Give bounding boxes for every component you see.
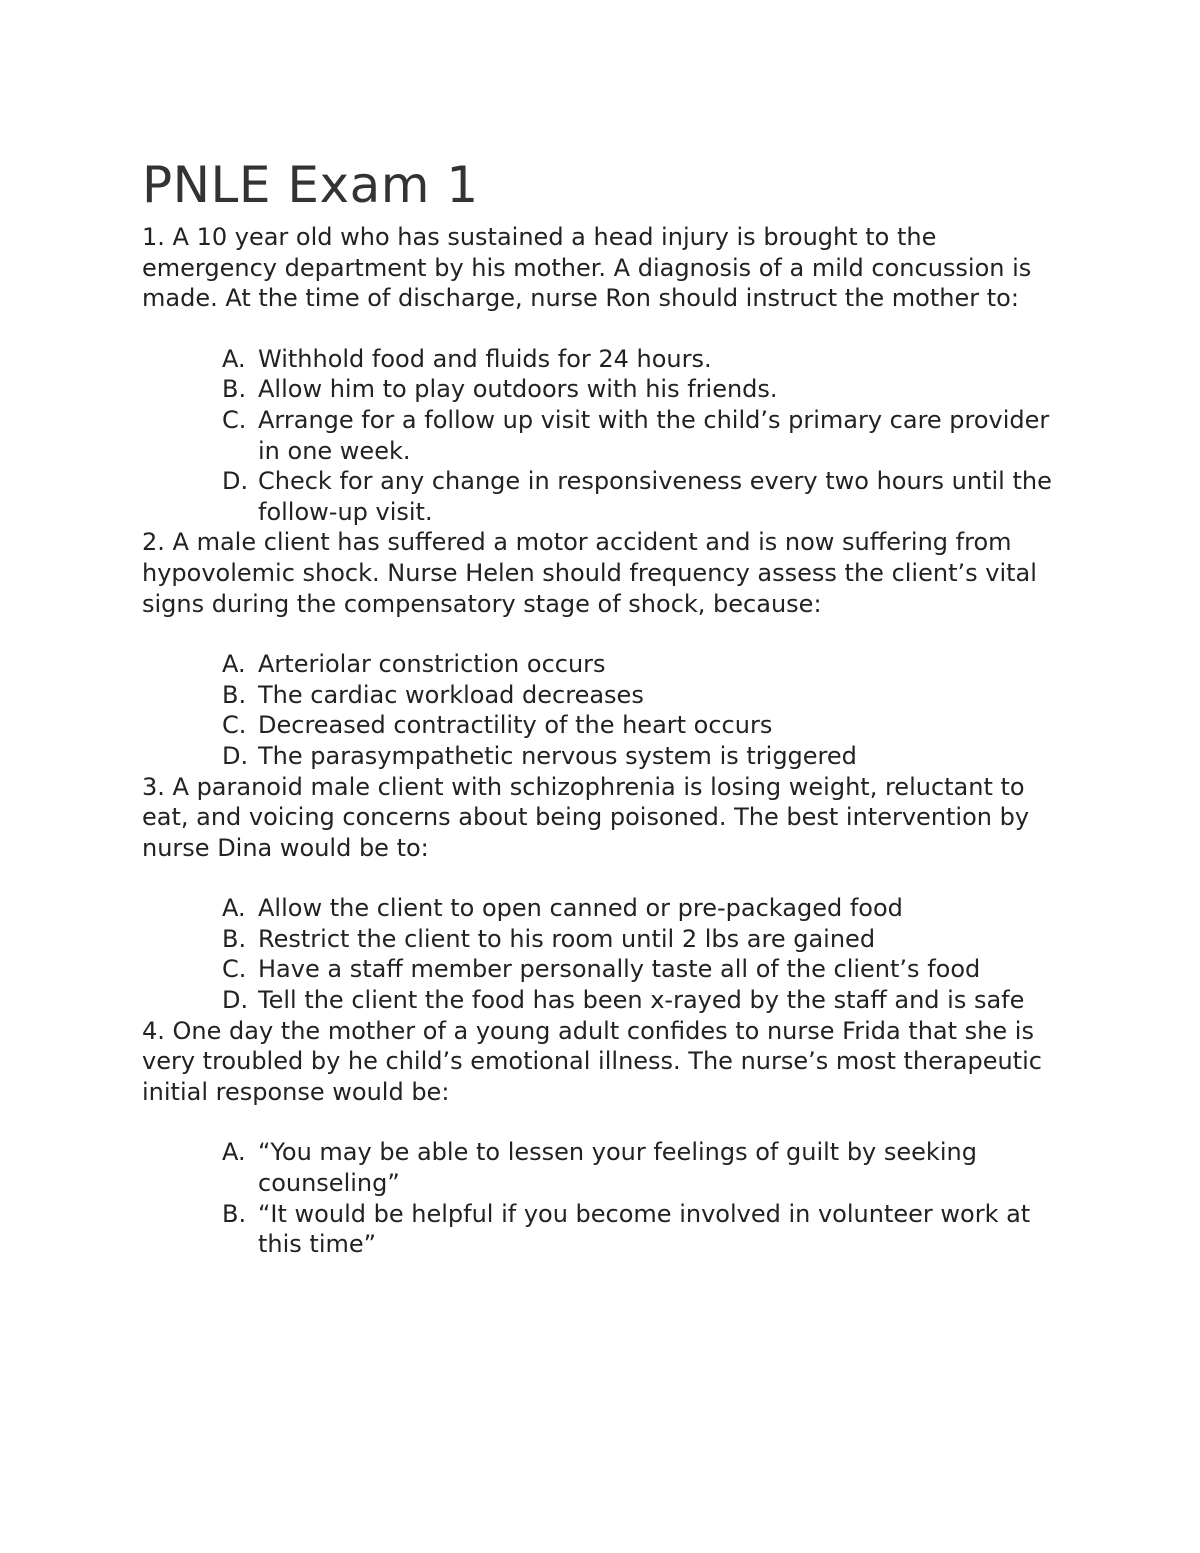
option-letter: A. [222, 650, 246, 679]
answer-option-c [142, 405, 1077, 466]
answer-option-d [142, 466, 1077, 527]
answer-option-c [142, 954, 1077, 985]
answer-options [142, 649, 1077, 771]
option-letter: A. [222, 894, 246, 923]
option-letter: D. [222, 986, 249, 1015]
answer-options [142, 1137, 1077, 1259]
option-letter: B. [222, 1199, 247, 1228]
option-text: Tell the client the food has been x-rayed by the staff and is safe [258, 986, 1025, 1015]
question-stem: 3. A paranoid male client with schizophrenia is losing weight, reluctant to eat, and voicing concerns about being poisoned. The best intervention by nurse Dina would be to: [142, 772, 1030, 862]
option-letter: D. [222, 467, 249, 496]
answer-option-d [142, 741, 1077, 772]
option-text: Arrange for a follow up visit with the child’s primary care provider in one week. [258, 405, 1050, 465]
question-stem: 4. One day the mother of a young adult confides to nurse Frida that she is very troubled by he child’s emotional illness. The nurse’s most therapeutic initial response would be: [142, 1016, 1042, 1106]
answer-option-b [142, 924, 1077, 955]
answer-option-d [142, 985, 1077, 1016]
option-text: Arteriolar constriction occurs [258, 650, 606, 679]
option-text: “It would be helpful if you become involved in volunteer work at this time” [258, 1199, 1031, 1259]
option-text: Decreased contractility of the heart occurs [258, 711, 773, 740]
option-letter: C. [222, 955, 247, 984]
option-letter: A. [222, 1138, 246, 1167]
option-letter: B. [222, 680, 247, 709]
question-stem: 2. A male client has suffered a motor accident and is now suffering from hypovolemic shock. Nurse Helen should frequency assess the client’s vital signs during the compensatory stage of shock, because: [142, 528, 1037, 618]
answer-option-a [142, 893, 1077, 924]
option-letter: B. [222, 924, 247, 953]
answer-option-b [142, 1199, 1077, 1260]
question-1 [142, 222, 1077, 527]
option-letter: D. [222, 741, 249, 770]
answer-options [142, 344, 1077, 528]
question-3 [142, 772, 1077, 1016]
option-text: The cardiac workload decreases [258, 680, 644, 709]
option-text: Restrict the client to his room until 2 lbs are gained [258, 924, 876, 953]
option-text: Allow him to play outdoors with his friends. [258, 375, 778, 404]
question-4 [142, 1016, 1077, 1260]
answer-option-a [142, 344, 1077, 375]
option-text: Check for any change in responsiveness every two hours until the follow-up visit. [258, 467, 1052, 526]
option-text: “You may be able to lessen your feelings of guilt by seeking counseling” [258, 1138, 977, 1198]
answer-option-b [142, 374, 1077, 405]
answer-option-a [142, 649, 1077, 680]
option-letter: A. [222, 344, 246, 373]
option-letter: C. [222, 405, 247, 434]
option-text: Allow the client to open canned or pre-packaged food [258, 894, 903, 923]
answer-option-c [142, 710, 1077, 741]
answer-option-a [142, 1137, 1077, 1198]
option-letter: C. [222, 711, 247, 740]
option-text: Withhold food and fluids for 24 hours. [258, 344, 712, 373]
option-text: The parasympathetic nervous system is triggered [258, 741, 857, 770]
document-page [142, 150, 1077, 1260]
document-title: PNLE Exam 1 [142, 156, 479, 214]
question-2 [142, 527, 1077, 771]
answer-options [142, 893, 1077, 1015]
answer-option-b [142, 680, 1077, 711]
option-text: Have a staff member personally taste all of the client’s food [258, 955, 981, 984]
question-stem: 1. A 10 year old who has sustained a head injury is brought to the emergency department by his mother. A diagnosis of a mild concussion is made. At the time of discharge, nurse Ron should instruct the mother to: [142, 223, 1032, 313]
option-letter: B. [222, 375, 247, 404]
